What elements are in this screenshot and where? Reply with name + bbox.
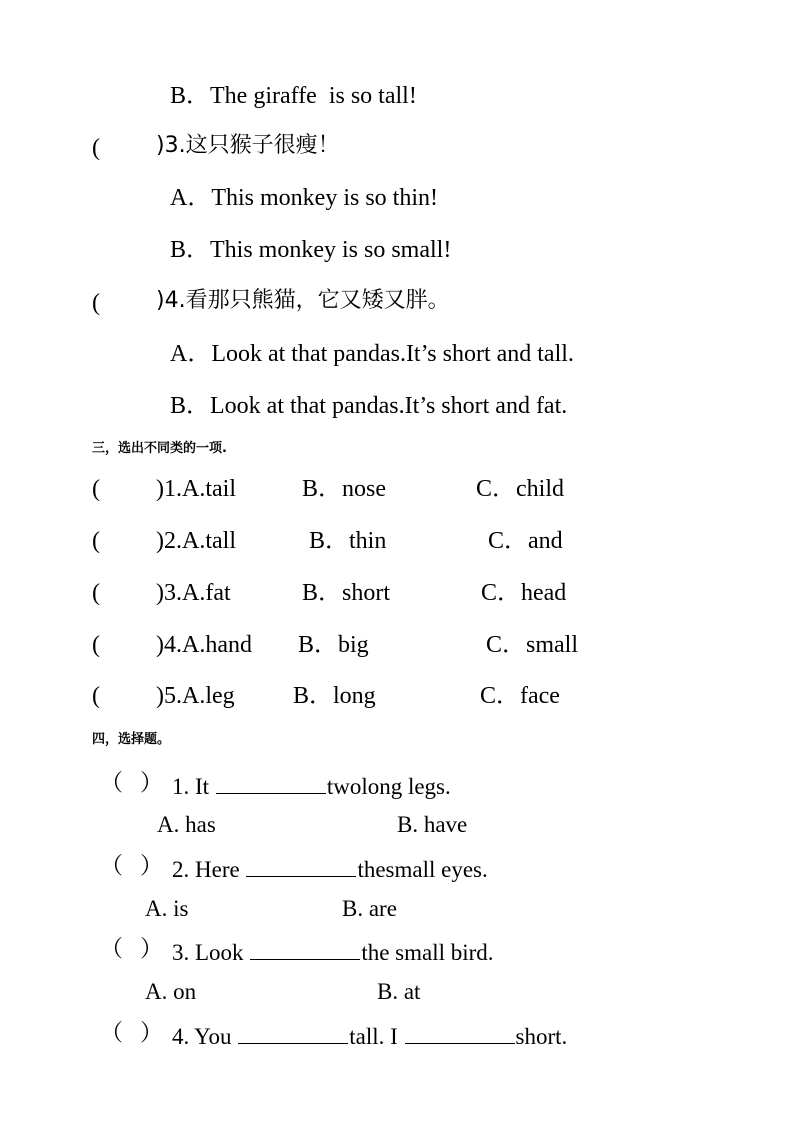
answer-blank[interactable]	[246, 854, 356, 877]
s4-q3-left-paren: （	[100, 936, 123, 961]
s3-row5-option-b: B．long	[293, 683, 376, 709]
s4-q2-left-paren: （	[100, 853, 123, 878]
s4-q1-text-pre: 1. It	[172, 774, 215, 799]
s4-q3-option-b: B. at	[377, 979, 421, 1004]
s4-q1-right-paren: ）	[140, 770, 163, 795]
q2-option-b: B．The giraffe is so tall!	[170, 83, 417, 109]
s4-q4-text-mid: tall. I	[349, 1024, 404, 1049]
s4-q3-text-pre: 3. Look	[172, 940, 250, 965]
s4-q1-left-paren: （	[100, 770, 123, 795]
answer-blank[interactable]	[405, 1021, 515, 1044]
q3-option-b: B．This monkey is so small!	[170, 237, 452, 263]
s4-q4-text-pre: 4. You	[172, 1024, 238, 1049]
s3-row2-option-c: C．and	[488, 528, 563, 554]
s3-row5-paren: (	[92, 683, 100, 709]
s4-q1-stem	[172, 771, 451, 798]
s4-q3-text-post: the small bird.	[361, 940, 494, 965]
s3-row1-option-a: )1.A.tail	[156, 476, 236, 502]
s4-q4-right-paren: ）	[140, 1020, 163, 1045]
s4-q1-text-post: twolong legs.	[326, 774, 451, 799]
section3-heading: 三，选出不同类的一项.	[92, 441, 227, 456]
s3-row5-option-a: )5.A.leg	[156, 683, 235, 709]
s3-row2-option-a: )2.A.tall	[156, 528, 236, 554]
answer-blank[interactable]	[250, 937, 360, 960]
s4-q1-option-a: A. has	[157, 812, 216, 837]
section4-heading: 四，选择题。	[92, 732, 171, 747]
s3-row4-option-a: )4.A.hand	[156, 632, 252, 658]
s4-q4-left-paren: （	[100, 1020, 123, 1045]
s4-q4-text-post: short.	[515, 1024, 568, 1049]
q4-option-a: A．Look at that pandas.It’s short and tall.	[170, 341, 574, 367]
s3-row2-paren: (	[92, 528, 100, 554]
s4-q3-stem	[172, 937, 494, 964]
s3-row5-option-c: C．face	[480, 683, 560, 709]
q4-prompt: )4.看那只熊猫，它又矮又胖。	[156, 288, 450, 313]
s3-row3-option-b: B．short	[302, 580, 391, 606]
s4-q3-option-a: A. on	[145, 979, 197, 1004]
s4-q2-option-b: B. are	[342, 896, 397, 921]
s3-row4-option-c: C．small	[486, 632, 579, 658]
q4-paren: (	[92, 290, 100, 316]
s3-row3-paren: (	[92, 580, 100, 606]
q3-paren: (	[92, 135, 100, 161]
s3-row1-option-b: B．nose	[302, 476, 386, 502]
s4-q2-stem	[172, 854, 488, 881]
s3-row1-paren: (	[92, 476, 100, 502]
s4-q2-text-post: thesmall eyes.	[357, 857, 488, 882]
q4-option-b: B．Look at that pandas.It’s short and fat.	[170, 393, 568, 419]
s4-q2-right-paren: ）	[140, 853, 163, 878]
s4-q2-option-a: A. is	[145, 896, 189, 921]
s3-row4-option-b: B．big	[298, 632, 369, 658]
answer-blank[interactable]	[238, 1021, 348, 1044]
s3-row4-paren: (	[92, 632, 100, 658]
s4-q1-option-b: B. have	[397, 812, 468, 837]
s3-row3-option-c: C．head	[481, 580, 567, 606]
s4-q4-stem	[172, 1021, 567, 1048]
q3-prompt: )3.这只猴子很瘦！	[156, 133, 340, 158]
s4-q3-right-paren: ）	[140, 936, 163, 961]
answer-blank[interactable]	[216, 771, 326, 794]
q3-option-a: A．This monkey is so thin!	[170, 185, 438, 211]
s4-q2-text-pre: 2. Here	[172, 857, 246, 882]
s3-row3-option-a: )3.A.fat	[156, 580, 231, 606]
s3-row1-option-c: C．child	[476, 476, 564, 502]
s3-row2-option-b: B．thin	[309, 528, 387, 554]
